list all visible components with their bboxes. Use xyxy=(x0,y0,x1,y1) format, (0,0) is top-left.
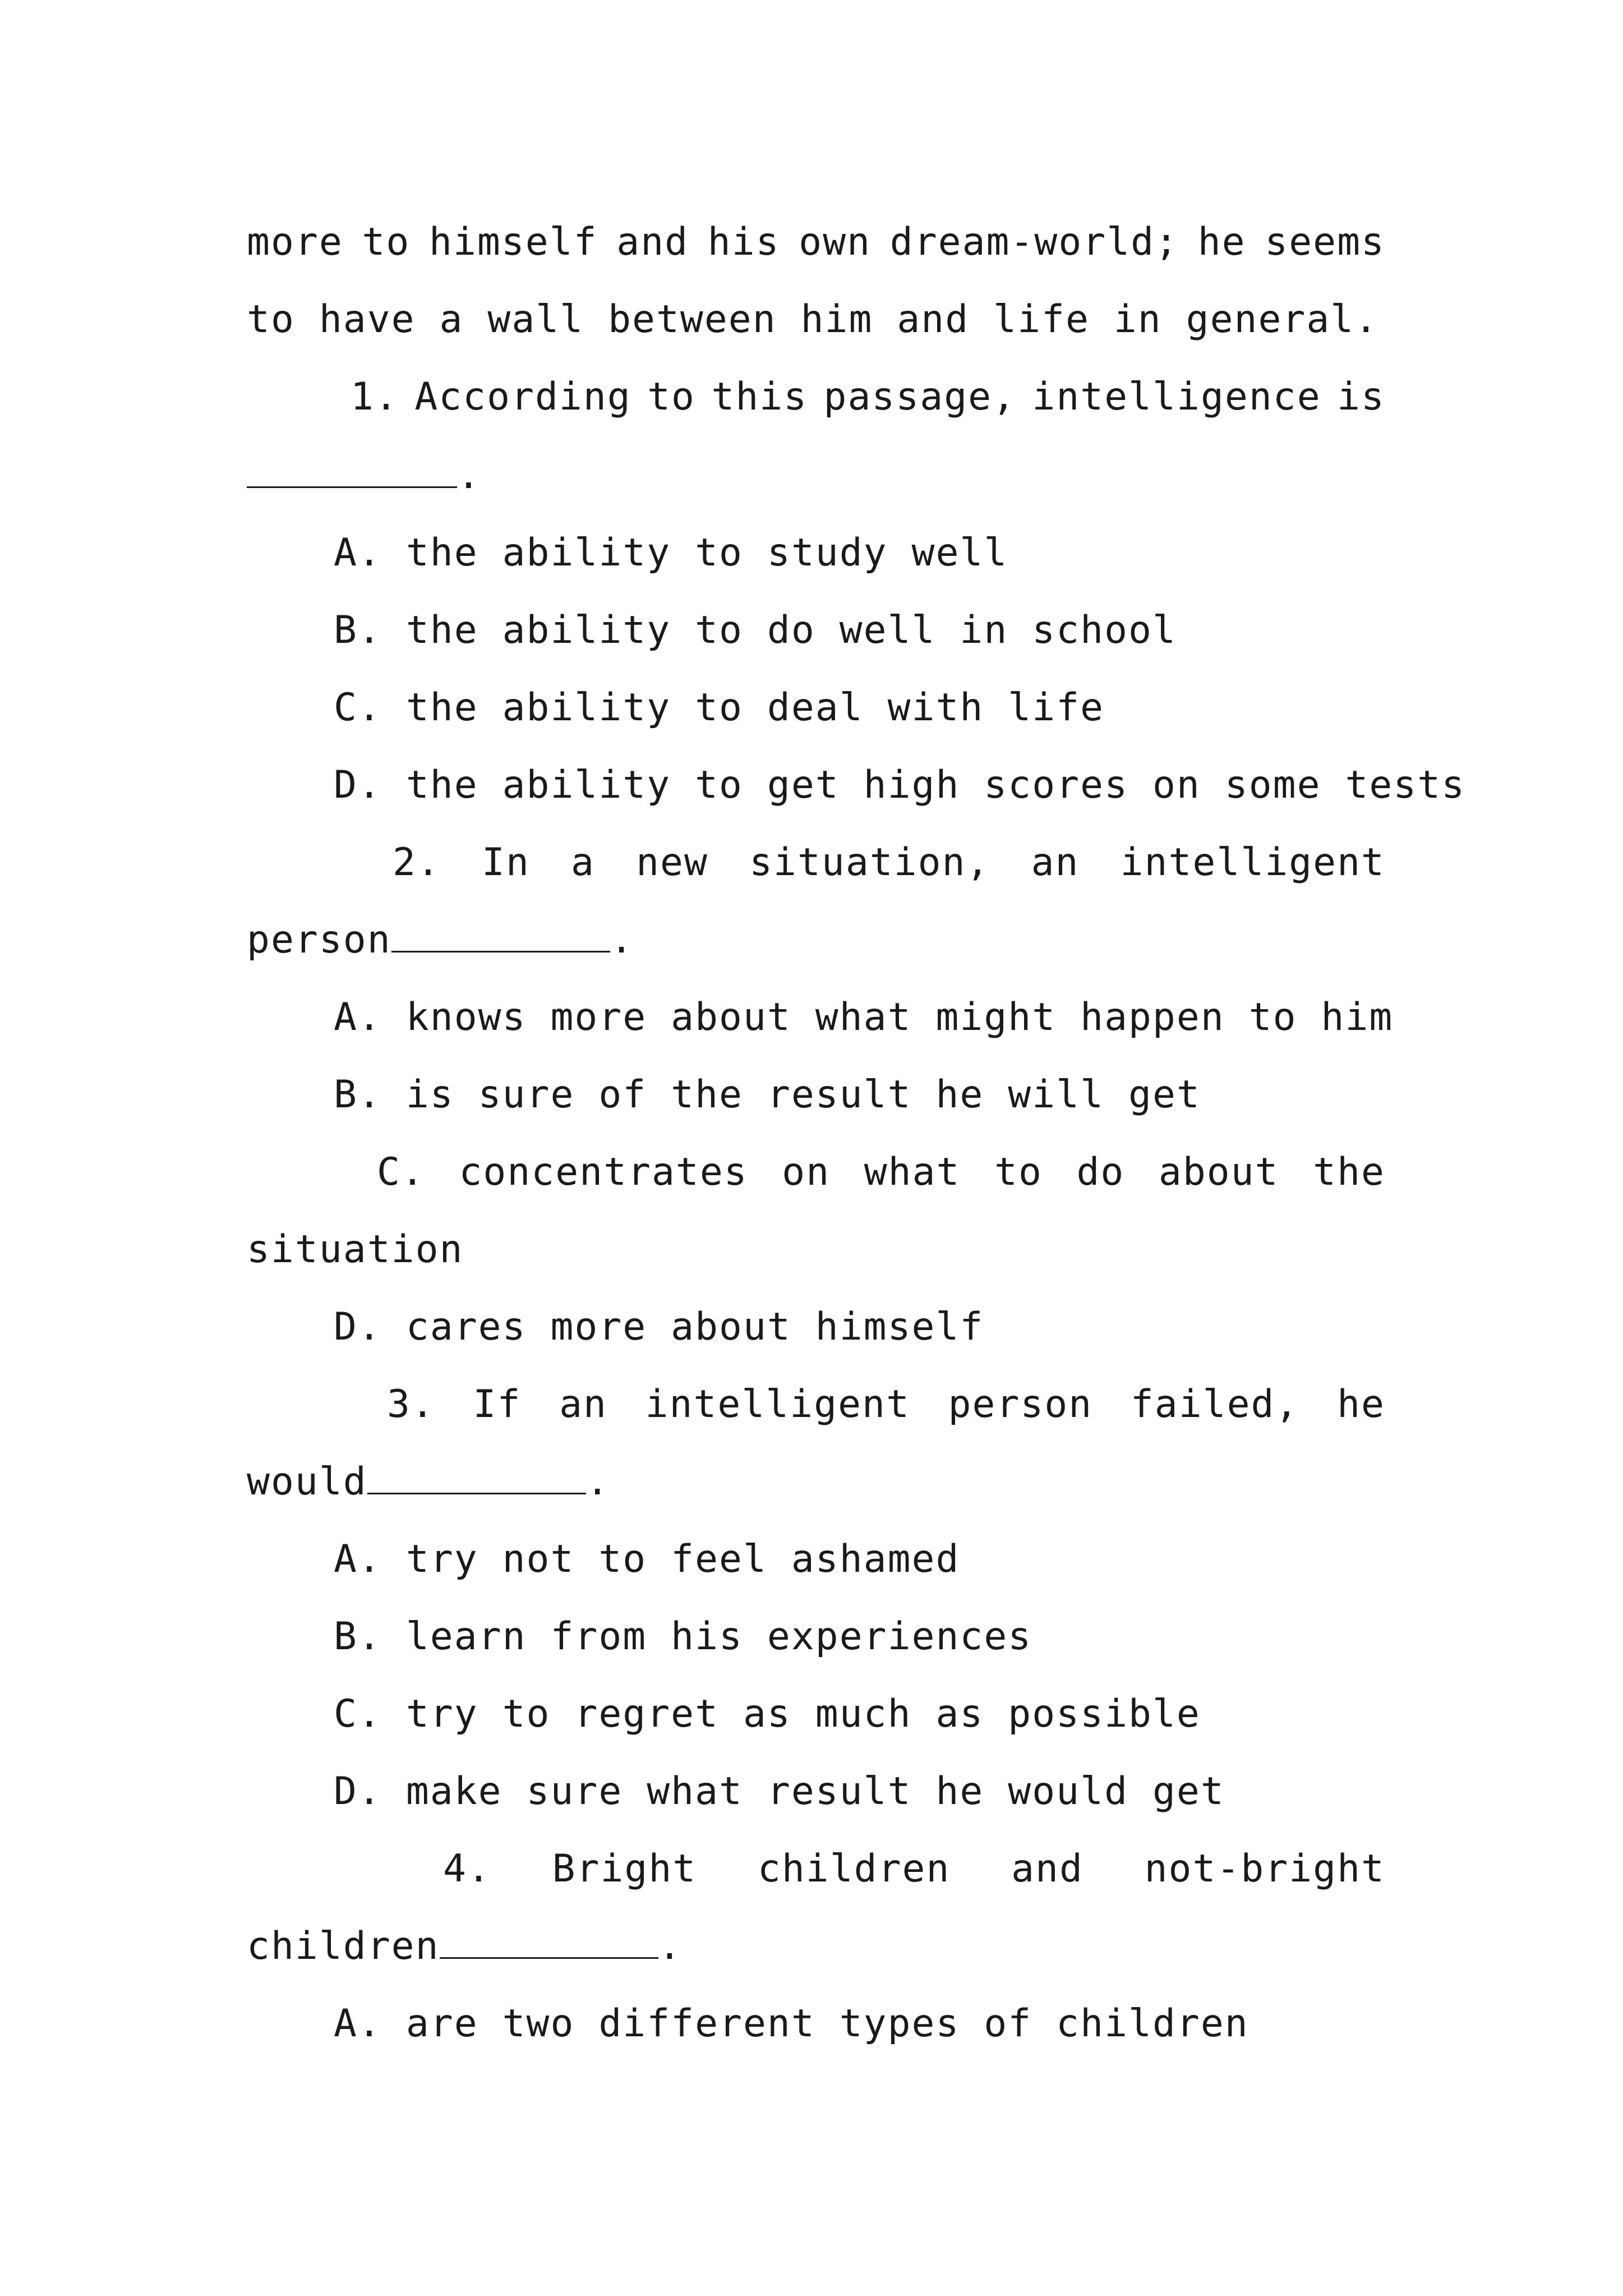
question-4-blank-line xyxy=(247,1924,1385,1969)
question-2-stem xyxy=(393,840,1385,885)
word: dream-world; xyxy=(889,220,1179,264)
question-1-option-c: C. the ability to deal with life xyxy=(334,685,1105,730)
word: would xyxy=(247,1460,367,1504)
word: on xyxy=(782,1150,831,1194)
question-number: 1. xyxy=(351,375,399,419)
question-4-option-a: A. are two different types of children xyxy=(334,2001,1249,2046)
question-number: 2. xyxy=(393,840,441,885)
word: In xyxy=(482,840,530,885)
word: intelligent xyxy=(645,1382,910,1427)
word: not-bright xyxy=(1144,1847,1385,1891)
word: intelligent xyxy=(1120,840,1385,885)
question-2-option-a: A. knows more about what might happen to him xyxy=(334,995,1394,1039)
word: person xyxy=(247,918,391,962)
period: . xyxy=(585,1460,610,1504)
question-2-option-c-cont: situation xyxy=(247,1227,464,1272)
answer-blank xyxy=(440,1925,658,1959)
word: he xyxy=(1337,1382,1385,1427)
question-1-option-b: B. the ability to do well in school xyxy=(334,608,1177,652)
question-1-stem xyxy=(351,375,1385,420)
word: to xyxy=(647,375,695,419)
word: If xyxy=(473,1382,522,1427)
word: do xyxy=(1076,1150,1125,1194)
question-number: 3. xyxy=(387,1382,435,1427)
question-3-option-d: D. make sure what result he would get xyxy=(334,1769,1225,1814)
word: person xyxy=(948,1382,1093,1427)
passage-line-1 xyxy=(247,220,1385,265)
word: seems xyxy=(1265,220,1385,264)
question-1-blank-line xyxy=(247,453,1385,498)
question-3-option-b: B. learn from his experiences xyxy=(334,1614,1032,1659)
answer-blank xyxy=(367,1460,586,1494)
question-1-option-d: D. the ability to get high scores on some tests xyxy=(334,763,1466,807)
option-letter: C. xyxy=(377,1150,425,1194)
word: his xyxy=(707,220,780,264)
word: According xyxy=(414,375,631,419)
word: passage, xyxy=(823,375,1017,419)
word: and xyxy=(1011,1847,1083,1891)
word: is xyxy=(1337,375,1385,419)
word: children xyxy=(247,1924,440,1968)
word: children xyxy=(757,1847,951,1891)
word: an xyxy=(559,1382,607,1427)
word: more xyxy=(247,220,343,264)
word: himself xyxy=(429,220,598,264)
period: . xyxy=(457,453,481,498)
word: this xyxy=(711,375,808,419)
answer-blank xyxy=(391,918,610,953)
question-1-option-a: A. the ability to study well xyxy=(334,531,1008,575)
word: to xyxy=(362,220,411,264)
word: an xyxy=(1031,840,1080,885)
word: own xyxy=(799,220,872,264)
question-2-blank-line xyxy=(247,918,1385,963)
word: a xyxy=(571,840,595,885)
question-3-stem xyxy=(387,1382,1385,1427)
passage-line-2: to have a wall between him and life in general. xyxy=(247,297,1379,342)
word: concentrates xyxy=(459,1150,748,1194)
period: . xyxy=(610,918,634,962)
word: intelligence xyxy=(1032,375,1321,419)
question-3-blank-line xyxy=(247,1460,1385,1504)
question-number: 4. xyxy=(443,1847,491,1891)
question-2-option-d: D. cares more about himself xyxy=(334,1305,984,1349)
word: Bright xyxy=(552,1847,697,1891)
question-2-option-c xyxy=(377,1150,1385,1195)
question-3-option-a: A. try not to feel ashamed xyxy=(334,1537,960,1581)
word: the xyxy=(1313,1150,1385,1194)
word: failed, xyxy=(1130,1382,1299,1427)
question-2-option-b: B. is sure of the result he will get xyxy=(334,1073,1201,1117)
word: what xyxy=(864,1150,961,1194)
word: he xyxy=(1197,220,1246,264)
answer-blank xyxy=(247,454,457,488)
word: about xyxy=(1158,1150,1279,1194)
word: situation, xyxy=(749,840,990,885)
word: and xyxy=(616,220,689,264)
question-4-stem xyxy=(443,1847,1385,1892)
word: new xyxy=(636,840,708,885)
period: . xyxy=(658,1924,683,1968)
question-3-option-c: C. try to regret as much as possible xyxy=(334,1692,1201,1736)
word: to xyxy=(994,1150,1043,1194)
